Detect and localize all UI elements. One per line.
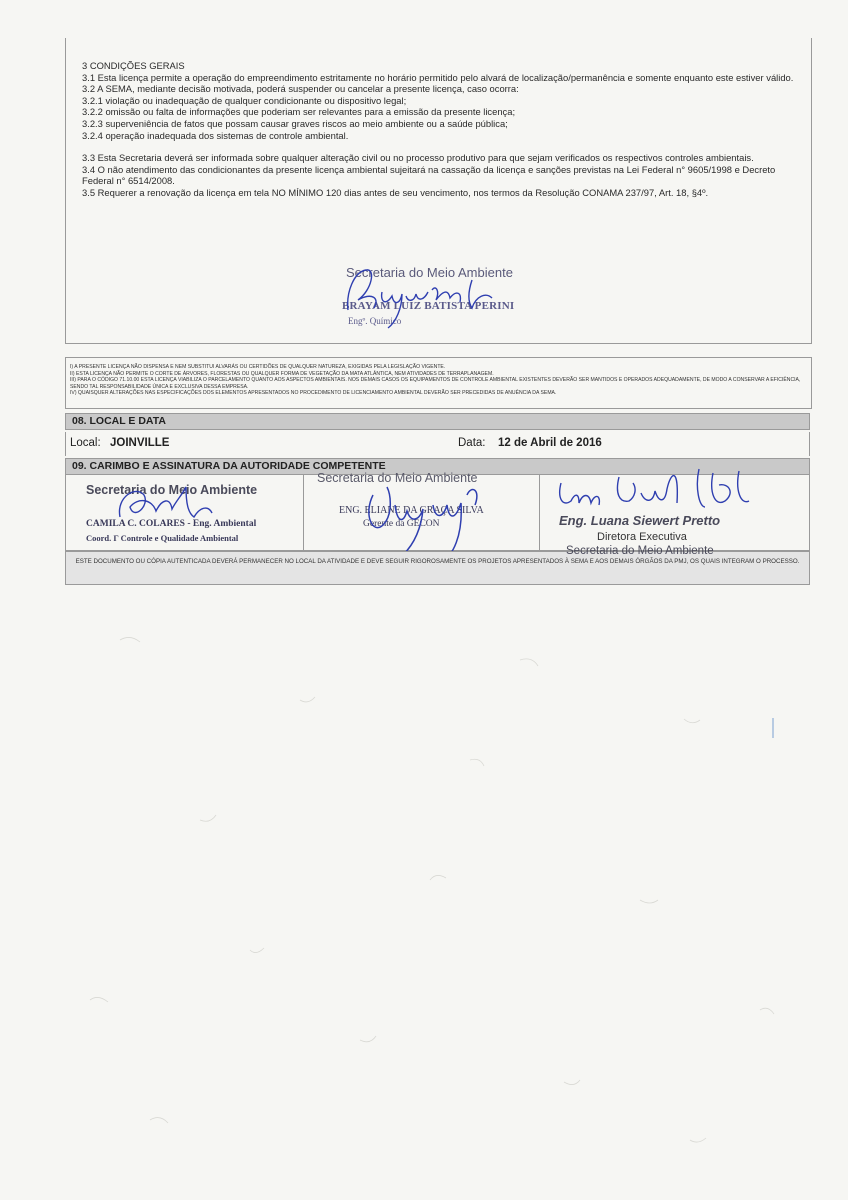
condition-line: 3.1 Esta licença permite a operação do empreendimento estritamente no horário permitido pelo alvará de localização/permanência e somente enquanto este estiver válido. (82, 71, 794, 83)
stamp-org: Secretaria do Meio Ambiente (86, 483, 258, 497)
section-local-data-title: 08. LOCAL E DATA (65, 413, 810, 430)
signatory-role: Coord. Γ Controle e Qualidade Ambiental (86, 533, 239, 543)
note-item: II) ESTA LICENÇA NÃO PERMITE O CORTE DE ÁRVORES, FLORESTAS OU QUALQUER FORMA DE VEGETAÇÃO DA MATA ATLÂNTICA, NEM ATIVIDADES DE TERRAPLANAGEM. (70, 370, 494, 377)
local-data-row (65, 432, 810, 456)
condition-line: 3.3 Esta Secretaria deverá ser informada sobre qualquer alteração civil ou no processo produtivo para que sejam verificados os respectivos controles ambientais. (82, 152, 754, 164)
note-item: III) PARA O CÓDIGO 71.10.00 ESTA LICENÇA VIABILIZA O PARCELAMENTO QUANTO AOS ASPECTOS AMBIENTAIS. NOS DEMAIS CASOS OS EQUIPAMENTOS DE CONTROLE AMBIENTAL EXISTENTES DEVERÃO SER MANTIDOS E OPERADOS ADEQUADAMENTE, DE MODO A CONSERVAR A EFICIÊNCIA, SENDO TAL RESPONSABILIDADE ÚNICA E EXCLUSIVA DESSA EMPRESA. (70, 377, 801, 390)
signatory-name: Eng. Luana Siewert Pretto (559, 513, 721, 528)
general-conditions-box (65, 38, 812, 344)
signatory-name: ENG. ELIANE DA GRAÇA SILVA (339, 505, 484, 516)
stamp-org: Secretaria do Meio Ambiente (566, 545, 714, 557)
handwritten-signature (336, 262, 536, 332)
handwritten-signature (549, 463, 779, 523)
condition-line: 3.2.1 violação ou inadequação de qualquer condicionante ou dispositivo legal; (82, 94, 407, 106)
signatory-name: CAMILA C. COLARES - Eng. Ambiental (86, 519, 257, 529)
signature-block-manager (303, 471, 540, 550)
note-item: I) A PRESENTE LICENÇA NÃO DISPENSA E NEM SUBSTITUI ALVARÁS OU CERTIDÕES DE QUALQUER NATUREZA, EXIGIDAS PELA LEGISLAÇÃO VIGENTE. (70, 364, 446, 370)
condition-line: 3.2.3 superveniência de fatos que possam causar graves riscos ao meio ambiente ou a saúde pública; (82, 117, 508, 129)
handwritten-signature (116, 477, 236, 537)
signatory-role: Diretora Executiva (597, 531, 687, 543)
date-label: Data: (458, 437, 486, 449)
condition-line: 3.2.2 omissão ou falta de informações que poderiam ser relevantes para a emissão da presente licença; (82, 106, 516, 118)
local-label: Local: (70, 437, 101, 449)
signatory-role: Gerente da GECON (363, 519, 440, 529)
authority-signatures-row (65, 471, 810, 551)
condition-line: 3.2.4 operação inadequada dos sistemas de controle ambiental. (82, 129, 349, 141)
signature-block-coordinator (66, 475, 304, 550)
legal-notes (70, 364, 808, 397)
legal-notes-box (65, 357, 812, 409)
main-signatory-stamp (336, 262, 556, 337)
general-conditions-text (82, 60, 797, 199)
note-item: IV) QUAISQUER ALTERAÇÕES NAS ESPECIFICAÇÕES DOS ELEMENTOS APRESENTADOS NO PROCEDIMENTO DE LICENCIAMENTO AMBIENTAL DEVERÃO SER PRECEDIDAS DE ANUÊNCIA DA SEMA. (70, 390, 557, 397)
signature-block-director (539, 475, 809, 550)
condition-line: 3.2 A SEMA, mediante decisão motivada, poderá suspender ou cancelar a presente licença, caso ocorra: (82, 83, 519, 95)
footer-text: ESTE DOCUMENTO OU CÓPIA AUTENTICADA DEVERÁ PERMANECER NO LOCAL DA ATIVIDADE E DEVE SEGUIR RIGOROSAMENTE OS PROJETOS APRESENTADOS À SEMA E AOS DEMAIS ÓRGÃOS DA PMJ, OS QUAIS INTEGRAM O PROCESSO. (75, 558, 800, 565)
condition-line: 3.5 Requerer a renovação da licença em tela NO MÍNIMO 120 dias antes de seu vencimento, nos termos da Resolução CONAMA 237/97, Art. 18, §4º. (82, 186, 709, 198)
footer-notice (65, 545, 810, 585)
stamp-org: Secretaria do Meio Ambiente (317, 471, 478, 485)
conditions-heading: 3 CONDIÇÕES GERAIS (82, 60, 185, 71)
date-value: 12 de Abril de 2016 (498, 437, 602, 449)
signatory-name: BRAYAM LUIZ BATISTA PERINI (342, 300, 515, 312)
stamp-org: Secretaria do Meio Ambiente (346, 265, 513, 280)
condition-line: 3.4 O não atendimento das condicionantes da presente licença ambiental sujeitará na cassação da licença e sanções previstas na Lei Federal n° 9605/1998 e Decreto Federal n° 6514/2008. (82, 163, 776, 187)
signatory-role: Engº. Químico (348, 316, 402, 326)
local-value: JOINVILLE (110, 437, 170, 449)
section-authority-title: 09. CARIMBO E ASSINATURA DA AUTORIDADE COMPETENTE (65, 458, 810, 475)
